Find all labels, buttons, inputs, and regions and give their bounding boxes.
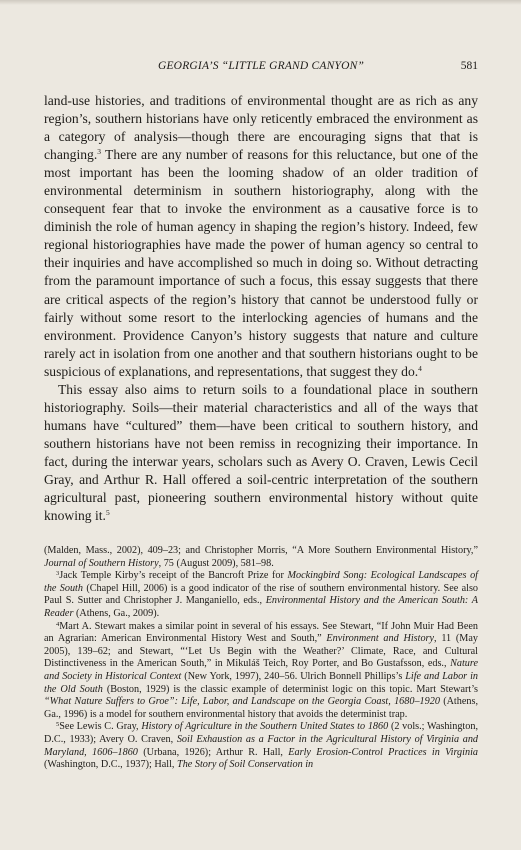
scan-edge [0, 0, 521, 5]
footnote-text: (Malden, Mass., 2002), 409–23; and Christopher Morris, “A More Southern Environmental History,” [44, 545, 478, 556]
footnote-journal-title: Environment and History [326, 633, 435, 645]
footnote-text: (Athens, Ga., 2009). [73, 607, 160, 619]
footnote-text: , 75 (August 2009), 581–98. [158, 557, 274, 569]
footnote-book-title: Mockingbird Song: Ecological Landscapes of the South [44, 570, 478, 594]
footnote-ref-3: 3 [97, 147, 101, 157]
footnote-text: (2 vols.; Washington, D.C., 1933); Avery O. Craven, [44, 721, 478, 745]
footnote-text: , 11 (May 2005), 139–62; and Stewart, “‘Let Us Begin with the Weather?’ Climate, Race, and Cultural Distinctiveness in the American South,” in Mikuláš Teich, Roy Porter, and Bo Gustafsson, eds., [44, 633, 478, 670]
footnote-text: See Lewis C. Gray, [59, 721, 142, 733]
footnote-continuation [44, 545, 478, 570]
paragraph-1-text-b: There are any number of reasons for this reluctance, but one of the most important has been the looming shadow of an older tradition of environmental determinism in southern historiography, along with the consequent fear that to invoke the environment as a causative force is to diminish the role of human agency in shaping the region’s history. Indeed, few regional historiographies have made the power of human agency so central to their inquiries and have accomplished so much in doing so. Without detracting from the paramount importance of such a focus, this essay suggests that there are critical aspects of the region’s history that cannot be understood fully or fairly without some resort to the interlocking agencies of humans and the environment. Providence Canyon’s history suggests that nature and culture rarely act in isolation from one another and that southern historians ought to be suspicious of explanations, and representations, that suggest they do. [44, 147, 478, 379]
footnote-book-title: Soil Exhaustion as a Factor in the Agricultural History of Virginia and Maryland, 1606–1860 [44, 733, 479, 758]
paragraph-2 [44, 381, 478, 525]
footnote-journal-title: Journal of Southern History [44, 557, 159, 569]
footnote-book-title: The Story of Soil Conservation in [177, 759, 314, 771]
footnote-book-title: History of Agriculture in the Southern United States to 1860 [141, 721, 389, 733]
footnote-book-title: Early Erosion-Control Practices in Virginia [288, 746, 478, 758]
page-header [44, 60, 478, 76]
footnote-text: (Athens, Ga., 1996) is a model for southern environmental history that avoids the determinist trap. [44, 696, 478, 720]
footnotes [44, 545, 478, 772]
footnote-text: (New York, 1997), 240–56. Ulrich Bonnell Phillips’s [181, 670, 406, 682]
paragraph-1-text-a: land-use histories, and traditions of environmental thought are as rich as any region’s, southern historians have only reticently embraced the environment as a category of analysis—though there are encouraging signs that that is changing. [44, 93, 478, 163]
footnote-text: (Washington, D.C., 1937); Hall, [44, 759, 178, 771]
page-number: 581 [460, 60, 478, 72]
footnote-text: (Boston, 1929) is the classic example of determinist logic on this topic. Mart Stewart’s [102, 683, 478, 695]
footnote-number: 4 [56, 620, 60, 628]
footnote-book-title: Life and Labor in the Old South [44, 670, 479, 695]
footnote-5 [44, 721, 478, 771]
footnote-text: (Chapel Hill, 2006) is a good indicator of the rise of southern environmental history. See also Paul S. Sutter and Christopher J. Manganiello, eds., [44, 582, 479, 607]
footnote-text: Jack Temple Kirby’s receipt of the Bancroft Prize for [59, 570, 288, 582]
footnote-text: Mart A. Stewart makes a similar point in several of his essays. See Stewart, “If John Muir Had Been an Agrarian: American Environmental History West and South,” [44, 620, 478, 645]
footnote-book-title: “What Nature Suffers to Groe”: Life, Labor, and Landscape on the Georgia Coast, 1680–1920 [44, 696, 440, 708]
footnote-3 [44, 570, 478, 620]
footnote-book-title: Environmental History and the American South: A Reader [44, 595, 478, 619]
paragraph-2-text: This essay also aims to return soils to a foundational place in southern historiography. Soils—their material characteristics and all of the ways that humans have “cultured” them—have been critical to southern history, and southern historians have not been remiss in recognizing their importance. In fact, during the interwar years, scholars such as Avery O. Craven, Lewis Cecil Gray, and Arthur R. Hall offered a soil-centric interpretation of the southern agricultural past, pioneering southern environmental history without quite knowing it. [44, 381, 478, 524]
footnote-book-title: Nature and Society in Historical Context [44, 658, 478, 682]
footnote-number: 3 [56, 570, 60, 578]
footnote-text: (Urbana, 1926); Arthur R. Hall, [137, 746, 289, 758]
running-head: GEORGIA’S “LITTLE GRAND CANYON” [157, 60, 365, 72]
footnote-ref-4: 4 [418, 363, 422, 373]
footnote-number: 5 [56, 721, 60, 729]
body-text [44, 92, 478, 525]
footnote-4 [44, 621, 478, 722]
paragraph-1 [44, 92, 478, 381]
footnote-ref-5: 5 [105, 508, 110, 518]
